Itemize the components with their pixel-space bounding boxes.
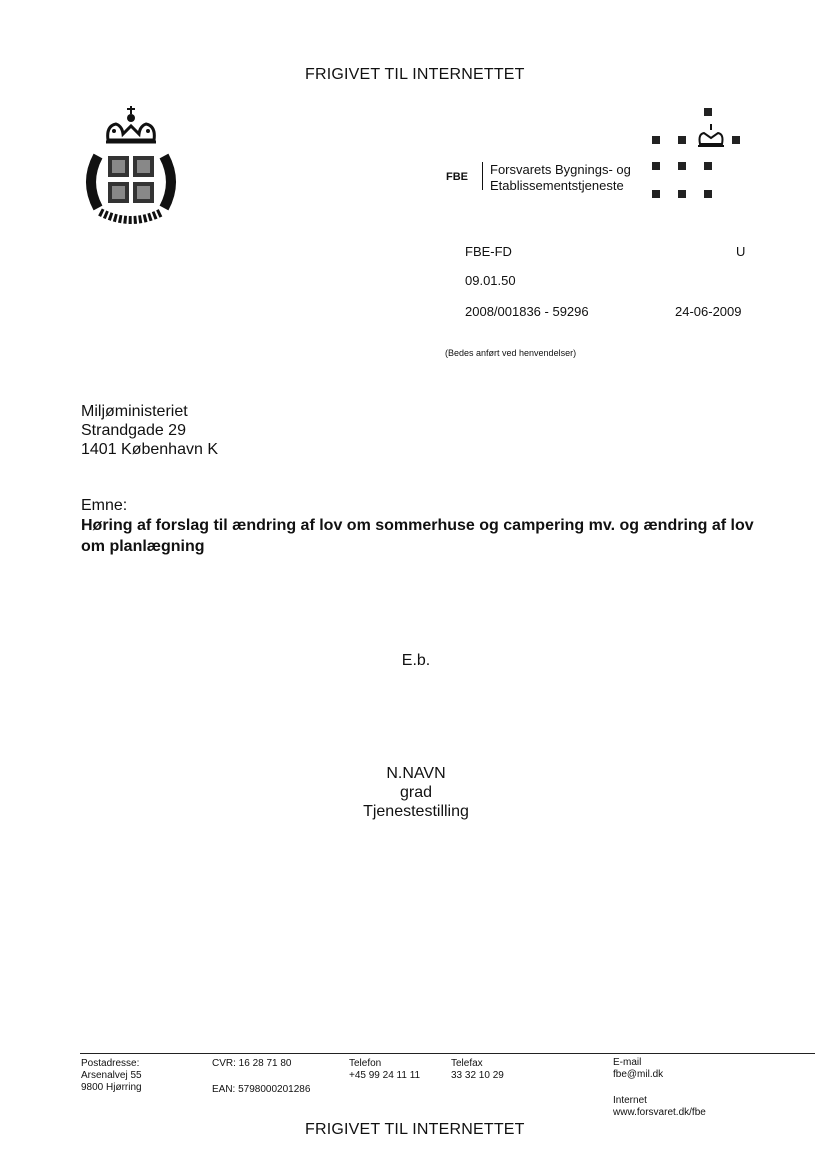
recipient-line1: Miljøministeriet <box>81 403 188 420</box>
footer-postal-city: 9800 Hjørring <box>81 1082 142 1093</box>
signature-block <box>316 764 516 821</box>
footer-fax-label: Telefax <box>451 1058 483 1069</box>
footer-postal-street: Arsenalvej 55 <box>81 1070 142 1081</box>
signature-rank: grad <box>399 784 433 801</box>
recipient-address <box>81 402 218 459</box>
footer-cvr: CVR: 16 28 71 80 <box>212 1058 292 1069</box>
footer-divider <box>80 1053 815 1054</box>
sender-name <box>490 162 631 194</box>
footer-internet <box>613 1095 706 1119</box>
footer-fax-number: 33 32 10 29 <box>451 1070 504 1081</box>
subject-text: Høring af forslag til ændring af lov om sommerhuse og campering mv. og ændring af lov om planlægning <box>81 517 754 555</box>
footer-fax <box>451 1058 504 1082</box>
subject-label: Emne: <box>81 497 128 514</box>
footer-email-address: fbe@mil.dk <box>613 1069 664 1080</box>
footer-email <box>613 1057 663 1081</box>
reference-note: (Bedes anført ved henvendelser) <box>445 348 577 358</box>
signature-name: N.NAVN <box>386 765 446 782</box>
release-banner-top: FRIGIVET TIL INTERNETTET <box>305 66 525 83</box>
footer-phone-label: Telefon <box>349 1058 382 1069</box>
crown-dots-logo-icon <box>648 106 744 202</box>
closing-text: E.b. <box>401 652 431 669</box>
sender-divider <box>482 162 483 190</box>
sender-name-line1: Forsvarets Bygnings- og <box>490 162 631 177</box>
recipient-line3: 1401 København K <box>81 441 218 458</box>
reference-file-no: 09.01.50 <box>465 273 516 288</box>
royal-crown-emblem-icon <box>76 104 186 230</box>
reference-case-no: 2008/001836 - 59296 <box>465 304 589 319</box>
footer-internet-url: www.forsvaret.dk/fbe <box>613 1107 706 1118</box>
footer-phone-number: +45 99 24 11 11 <box>349 1070 421 1081</box>
footer-ean: EAN: 5798000201286 <box>212 1084 311 1095</box>
footer-phone <box>349 1058 420 1082</box>
sender-name-line2: Etablissementstjeneste <box>490 178 624 193</box>
footer-postal-label: Postadresse: <box>81 1058 140 1069</box>
reference-date: 24-06-2009 <box>675 304 742 319</box>
reference-office: FBE-FD <box>465 244 512 259</box>
signature-position: Tjenestestilling <box>363 803 469 820</box>
footer-email-label: E-mail <box>613 1057 642 1068</box>
reference-classification: U <box>736 244 746 259</box>
recipient-line2: Strandgade 29 <box>81 422 186 439</box>
sender-abbreviation: FBE <box>446 171 468 183</box>
footer-postal <box>81 1058 142 1094</box>
release-banner-bottom: FRIGIVET TIL INTERNETTET <box>305 1121 525 1138</box>
footer-internet-label: Internet <box>613 1095 647 1106</box>
